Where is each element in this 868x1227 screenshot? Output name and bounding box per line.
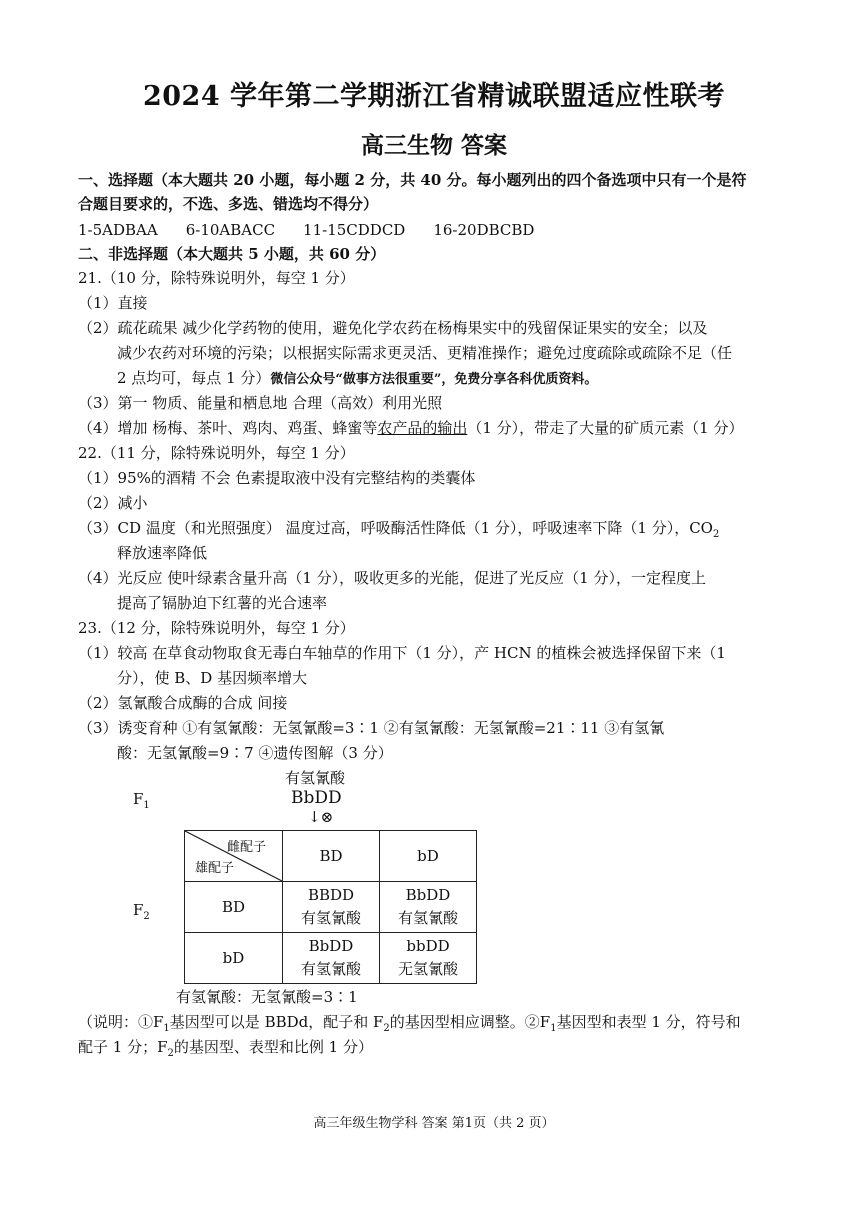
male-gamete-bd-upper: BD: [185, 882, 283, 933]
co2-subscript: 2: [713, 529, 720, 540]
offspring-cell: [283, 933, 380, 984]
q22-part4-line1: （4）光反应 使叶绿素含量升高（1 分），吸收更多的光能，促进了光反应（1 分），一定程度上: [78, 569, 706, 587]
q21-part4-a: （4）增加 杨梅、茶叶、鸡肉、鸡蛋、蜂蜜等: [78, 419, 378, 437]
choice-answers: [78, 220, 562, 240]
offspring-cell: [283, 882, 380, 933]
q21-part2-line1: （2）疏花疏果 减少化学药物的使用，避免化学农药在杨梅果实中的残留保证果实的安全；以及: [78, 319, 708, 337]
section1-heading-line2: 合题目要求的，不选、多选、错选均不得分）: [78, 195, 379, 213]
phenotype: 有氢氰酸: [300, 960, 361, 978]
q22-head: 22.（11 分，除特殊说明外，每空 1 分）: [78, 444, 355, 462]
q23-part1-line2: 分），使 B、D 基因频率增大: [117, 669, 308, 687]
q23-head: 23.（12 分，除特殊说明外，每空 1 分）: [78, 619, 355, 637]
q22-part3-text: （3）CD 温度（和光照强度） 温度过高，呼吸酶活性降低（1 分），呼吸速率下降（1 分），CO: [78, 519, 713, 537]
phenotype: 有氢氰酸: [300, 909, 361, 927]
offspring-cell: [380, 933, 477, 984]
page-title: 2024 学年第二学期浙江省精诚联盟适应性联考: [142, 81, 726, 112]
genotype: BbDD: [405, 886, 451, 904]
f2-ratio: 有氢氰酸：无氢氰酸=3∶1: [176, 988, 358, 1006]
note-line2: 配子 1 分；$F_2$的基因型、表型和比例 1 分）: [78, 1038, 373, 1059]
q21-part2-line3-text: 2 点均可，每点 1 分）: [117, 369, 271, 387]
q21-part2-line2: 减少农药对环境的污染；以根据实际需求更灵活、更精准操作；避免过度疏除或疏除不足（任: [117, 344, 733, 362]
f2-label: $F_2$: [133, 901, 150, 922]
q23-part3-line2: 酸：无氢氰酸=9∶7 ④遗传图解（3 分）: [117, 744, 393, 762]
section2-heading: 二、非选择题（本大题共 5 小题，共 60 分）: [78, 245, 386, 263]
q21-part1: （1）直接: [78, 294, 148, 312]
q22-part1: （1）95%的酒精 不会 色素提取液中没有完整结构的类囊体: [78, 469, 476, 487]
f1-phenotype: 有氢氰酸: [285, 769, 346, 787]
answers-1-5: 1-5ADBAA: [78, 221, 158, 239]
genotype: BBDD: [307, 886, 355, 904]
punnett-square: [184, 830, 477, 984]
q22-part4-line2: 提高了镉胁迫下红薯的光合速率: [117, 594, 328, 612]
answers-6-10: 6-10ABACC: [185, 221, 276, 239]
answers-16-20: 16-20DBCBD: [433, 221, 535, 239]
f1-genotype: BbDD: [291, 788, 342, 808]
q21-part3: （3）第一 物质、能量和栖息地 合理（高效）利用光照: [78, 394, 443, 412]
male-gamete-label: 雄配子: [195, 861, 235, 876]
page-footer: 高三年级生物学科 答案 第1页（共 2 页）: [313, 1116, 555, 1131]
f1-label: $F_1$: [133, 790, 150, 811]
female-gamete-bd-upper: BD: [283, 831, 380, 882]
male-gamete-bd-lower: bD: [185, 933, 283, 984]
q23-part3-line1: （3）诱变育种 ①有氢氰酸：无氢氰酸=3∶1 ②有氢氰酸：无氢氰酸=21∶11 ③有氢氰: [78, 719, 665, 737]
q21-part4-underlined: 农产品的输出: [377, 419, 468, 437]
genotype: bbDD: [406, 937, 450, 955]
q21-part2-line3: [117, 368, 597, 390]
phenotype: 无氢氰酸: [397, 960, 458, 978]
answers-11-15: 11-15CDDCD: [303, 221, 406, 239]
page-subtitle: 高三生物 答案: [360, 132, 507, 159]
section1-heading-line1: 一、选择题（本大题共 20 小题，每小题 2 分，共 40 分。每小题列出的四个备选项中只有一个是符: [78, 171, 747, 189]
note-line1: （说明：$①F_1$基因型可以是 BBDd，配子和 $F_2$的基因型相应调整。$②F_1$基因型和表型 1 分，符号和: [78, 1013, 741, 1034]
q21-part4: [78, 418, 743, 438]
offspring-cell: [380, 882, 477, 933]
q23-part1-line1: （1）较高 在草食动物取食无毒白车轴草的作用下（1 分），产 HCN 的植株会被选择保留下来（1: [78, 644, 726, 662]
q22-part3-line2: 释放速率降低: [117, 544, 208, 562]
phenotype: 有氢氰酸: [397, 909, 458, 927]
q21-part4-b: （1 分），带走了大量的矿质元素（1 分）: [467, 419, 744, 437]
gamete-header-cell: [185, 831, 283, 882]
watermark-text: 微信公众号“做事方法很重要”，免费分享各科优质资料。: [270, 372, 598, 387]
genotype: BbDD: [308, 937, 354, 955]
female-gamete-label: 雌配子: [226, 840, 266, 855]
q21-head: 21.（10 分，除特殊说明外，每空 1 分）: [78, 269, 355, 287]
female-gamete-bd-lower: bD: [380, 831, 477, 882]
selfing-symbol: ↓⊗: [308, 808, 334, 826]
q22-part3-line1: [78, 518, 719, 545]
q23-part2: （2）氢氰酸合成酶的合成 间接: [78, 694, 288, 712]
q22-part2: （2）减小: [78, 494, 148, 512]
